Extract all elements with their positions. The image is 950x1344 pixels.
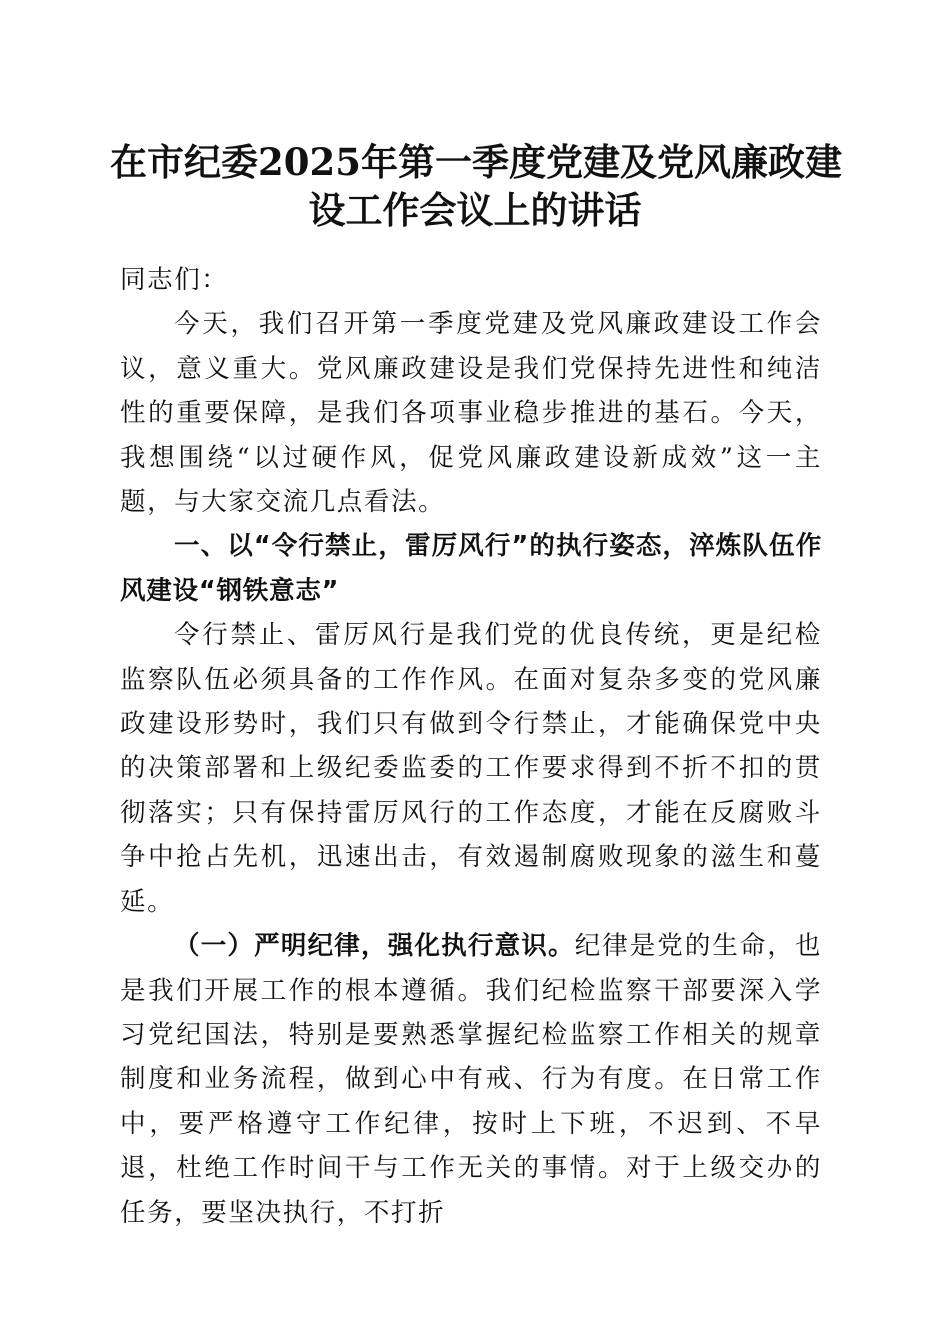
paragraph-intro: 今天，我们召开第一季度党建及党风廉政建设工作会议，意义重大。党风廉政建设是我们党保持先进性和纯洁性的重要保障，是我们各项事业稳步推进的基石。今天，我想围绕“以过硬作风，促党风廉政建设新成效”这一主题，与大家交流几点看法。 <box>120 309 822 518</box>
section-heading-1: 一、以“令行禁止，雷厉风行”的执行姿态，淬炼队伍作风建设“钢铁意志” <box>120 531 822 606</box>
title-line-2: 设工作会议上的讲话 <box>308 188 642 232</box>
subsection-text-1: 纪律是党的生命，也是我们开展工作的根本遵循。我们纪检监察干部要深入学习党纪国法，特别是要熟悉掌握纪检监察工作相关的规章制度和业务流程，做到心中有戒、行为有度。在日常工作中，要严格遵守工作纪律，按时上下班，不迟到、不早退，杜绝工作时间干与工作无关的事情。对于上级交办的任务，要坚决执行，不打折 <box>120 931 822 1228</box>
paragraph-subsection-1 <box>120 924 822 1235</box>
subsection-heading-1: （一）严明纪律，强化执行意识。 <box>174 931 575 962</box>
salutation: 同志们： <box>120 265 229 295</box>
document-title <box>110 138 840 234</box>
title-line-1: 在市纪委2025年第一季度党建及党风廉政建 <box>110 140 842 184</box>
paragraph-section-1: 令行禁止、雷厉风行是我们党的优良传统，更是纪检监察队伍必须具备的工作作风。在面对复杂多变的党风廉政建设形势时，我们只有做到令行禁止，才能确保党中央的决策部署和上级纪委监委的工作要求得到不折不扣的贯彻落实；只有保持雷厉风行的工作态度，才能在反腐败斗争中抢占先机，迅速出击，有效遏制腐败现象的滋生和蔓延。 <box>120 620 822 917</box>
document-body <box>120 258 822 1235</box>
